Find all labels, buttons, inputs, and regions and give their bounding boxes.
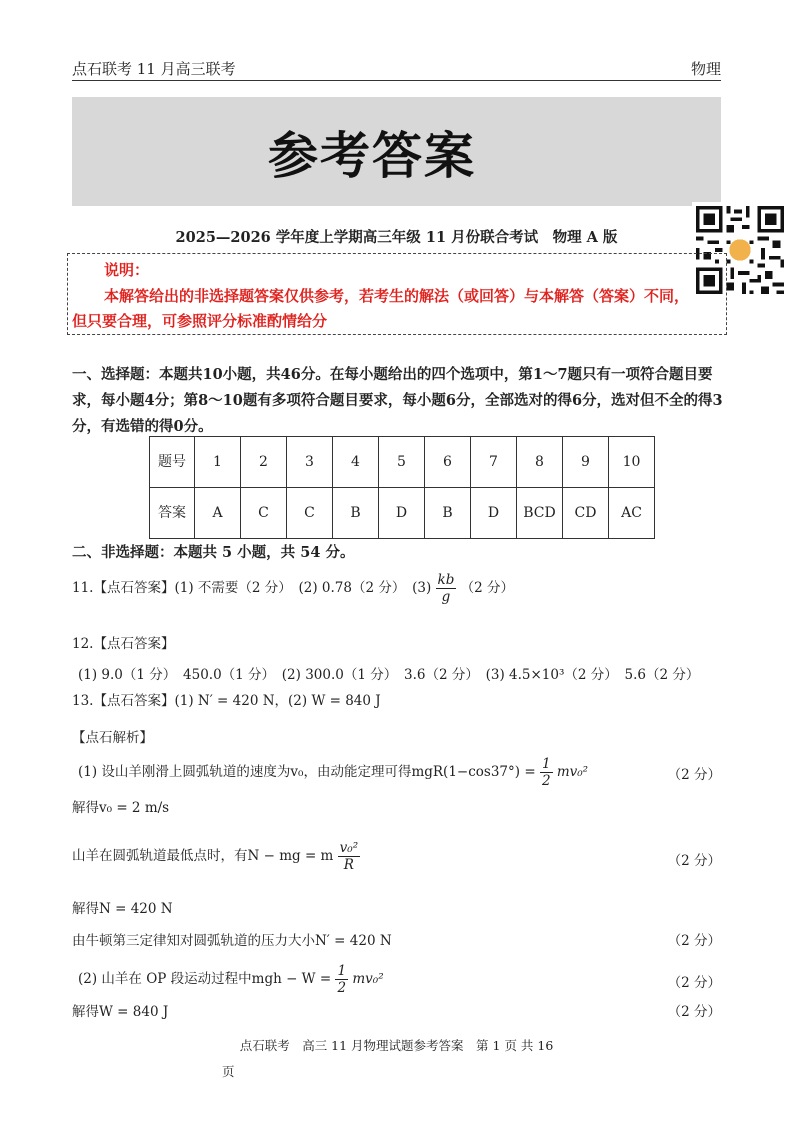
exam-subtitle: 2025—2026 学年度上学期高三年级 11 月份联合考试 物理 A 版 <box>175 229 618 246</box>
q13-step-5: 由牛顿第三定律知对圆弧轨道的压力大小N′ = 420 N <box>72 933 392 949</box>
q13-step-3-text: 山羊在圆弧轨道最低点时，有N − mg = m <box>72 848 334 864</box>
q13-analysis-title: 【点石解析】 <box>72 730 153 746</box>
notice-line-2: 但只要合理，可参照评分标准酌情给分 <box>72 312 328 330</box>
q13-step-2: 解得v₀ = 2 m/s <box>72 800 170 816</box>
answer-table-answer-row <box>150 488 655 539</box>
q13-step-6 <box>78 963 384 996</box>
answer-cell: D <box>379 488 425 539</box>
answer-cell: D <box>471 488 517 539</box>
q13-step-7: 解得W = 840 J <box>72 1004 169 1020</box>
answer-table <box>149 436 655 539</box>
q13-step-5-points: （2 分） <box>667 933 721 949</box>
answer-cell: B <box>333 488 379 539</box>
answer-cell: B <box>425 488 471 539</box>
q13-step-1-tail: mv₀² <box>556 764 589 780</box>
frac-den: 2 <box>337 980 347 996</box>
table-row-label-answer: 答案 <box>150 488 195 539</box>
q13-step-1 <box>78 756 588 789</box>
banner-title: 参考答案 <box>268 125 476 185</box>
section-2-heading: 二、非选择题：本题共 5 小题，共 54 分。 <box>72 544 355 561</box>
header-left-title: 点石联考 11 月高三联考 <box>72 60 236 78</box>
answer-cell: A <box>195 488 241 539</box>
q13-step-3 <box>72 840 360 873</box>
q12-title: 12.【点石答案】 <box>72 636 175 652</box>
q13-step-6-points: （2 分） <box>667 975 721 991</box>
q13-step-6-fraction <box>335 963 348 996</box>
question-number: 8 <box>517 437 563 488</box>
header-divider <box>72 80 721 81</box>
q13-answer: 13.【点石答案】(1) N′ = 420 N，(2) W = 840 J <box>72 693 381 709</box>
q13-step-7-points: （2 分） <box>667 1004 721 1020</box>
table-row-label-number: 题号 <box>150 437 195 488</box>
page-footer-suffix: 页 <box>222 1064 235 1079</box>
q11-answer <box>72 572 514 605</box>
title-banner <box>72 97 721 206</box>
q11-frac-den: g <box>441 589 451 605</box>
question-number: 4 <box>333 437 379 488</box>
q13-step-6-text: (2) 山羊在 OP 段运动过程中mgh − W = <box>78 971 332 987</box>
q11-fraction <box>436 572 457 605</box>
question-number: 7 <box>471 437 517 488</box>
answer-cell: C <box>241 488 287 539</box>
frac-num: 1 <box>337 963 347 979</box>
answer-cell: CD <box>563 488 609 539</box>
page-footer: 点石联考 高三 11 月物理试题参考答案 第 1 页 共 16 <box>239 1038 554 1053</box>
q13-step-3-fraction <box>338 840 360 873</box>
answer-cell: BCD <box>517 488 563 539</box>
frac-num: 1 <box>541 756 551 772</box>
q12-answer-line: (1) 9.0（1 分） 450.0（1 分） (2) 300.0（1 分） 3.6（2 分） (3) 4.5×10³（2 分） 5.6（2 分） <box>78 667 700 683</box>
question-number: 6 <box>425 437 471 488</box>
question-number: 3 <box>287 437 333 488</box>
q13-step-1-fraction <box>540 756 553 789</box>
q13-step-6-tail: mv₀² <box>352 971 384 987</box>
question-number: 5 <box>379 437 425 488</box>
notice-line-1: 本解答给出的非选择题答案仅供参考，若考生的解法（或回答）与本解答（答案）不同， <box>104 287 690 305</box>
notice-title: 说明： <box>104 261 150 279</box>
q11-prefix: 11.【点石答案】(1) 不需要（2 分） (2) 0.78（2 分） (3) <box>72 580 432 596</box>
header-subject: 物理 <box>690 60 721 78</box>
frac-den: R <box>343 857 354 873</box>
q13-step-3-points: （2 分） <box>667 853 721 869</box>
frac-den: 2 <box>541 773 551 789</box>
q13-step-4: 解得N = 420 N <box>72 901 173 917</box>
question-number: 10 <box>609 437 655 488</box>
answer-cell: C <box>287 488 333 539</box>
q11-frac-num: kb <box>437 572 455 588</box>
q13-step-1-text: (1) 设山羊刚滑上圆弧轨道的速度为v₀，由动能定理可得mgR(1−cos37°) = <box>78 764 536 780</box>
q11-suffix: （2 分） <box>460 580 515 596</box>
question-number: 1 <box>195 437 241 488</box>
answer-table-number-row <box>150 437 655 488</box>
frac-num: v₀² <box>339 840 359 856</box>
section-1-instructions: 一、选择题：本题共10小题，共46分。在每小题给出的四个选项中，第1～7题只有一项符合题目要求，每小题4分；第8～10题有多项符合题目要求，每小题6分，全部选对的得6分，选对但不全的得3分，有选错的得0分。 <box>72 366 723 435</box>
question-number: 2 <box>241 437 287 488</box>
answer-cell: AC <box>609 488 655 539</box>
q13-step-1-points: （2 分） <box>667 767 721 783</box>
question-number: 9 <box>563 437 609 488</box>
